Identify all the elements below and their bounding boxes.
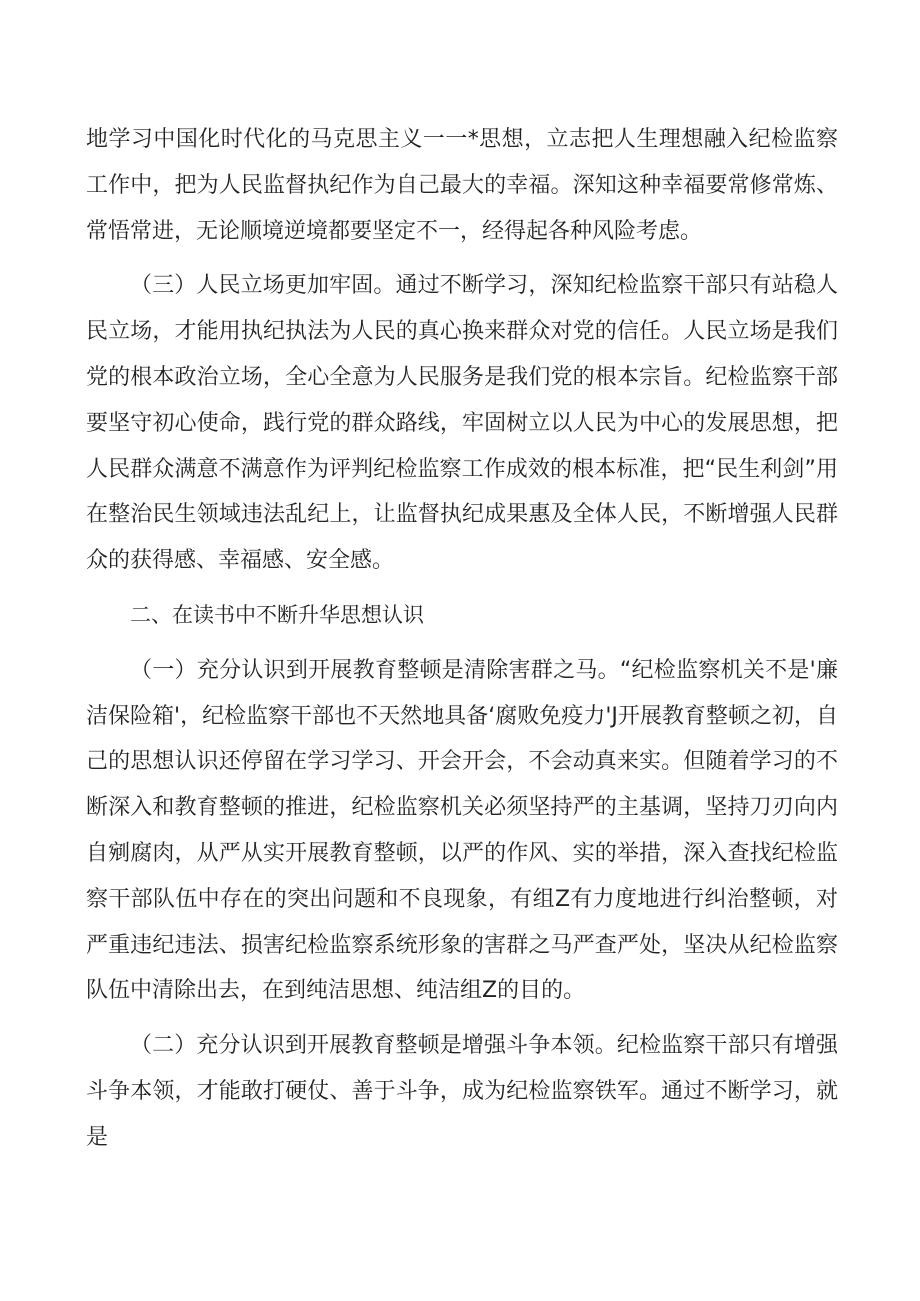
paragraph-continuation: 地学习中国化时代化的马克思主义一一*思想，立志把人生理想融入纪检监察工作中，把为人民监督执纪作为自己最大的幸福。深知这种幸福要常修常炼、常悟常进，无论顺境逆境都要坚定不一，经得起各种风险考虑。 bbox=[86, 127, 838, 244]
paragraph-struggle-skills: （二）充分认识到开展教育整顿是增强斗争本领。纪检监察干部只有增强斗争本领，才能敢打硬仗、善于斗争，成为纪检监察铁军。通过不断学习，就是 bbox=[86, 1033, 838, 1150]
paragraph-education-rectification: （一）充分认识到开展教育整顿是清除害群之马。“纪检监察机关不是'廉洁保险箱'，纪检监察干部也不天然地具备‘腐败免疫力'J开展教育整顿之初，自己的思想认识还停留在学习学习、开会开会，不会动真来实。但随着学习的不断深入和教育整顿的推进，纪检监察机关必须坚持严的主基调，坚持刀刃向内自剜腐肉，从严从实开展教育整顿，以严的作风、实的举措，深入查找纪检监察干部队伍中存在的突出问题和不良现象，有组Z有力度地进行纠治整顿，对严重违纪违法、损害纪检监察系统形象的害群之马严查严处，坚决从纪检监察队伍中清除出去，在到纯洁思想、纯洁组Z的目的。 bbox=[86, 657, 838, 1004]
section-heading: 二、在读书中不断升华思想认识 bbox=[130, 602, 424, 627]
document-body bbox=[86, 117, 838, 1161]
paragraph-people-stance: （三）人民立场更加牢固。通过不断学习，深知纪检监察干部只有站稳人民立场，才能用执纪执法为人民的真心换来群众对党的信任。人民立场是我们党的根本政治立场，全心全意为人民服务是我们党的根本宗旨。纪检监察干部要坚守初心使命，践行党的群众路线，牢固树立以人民为中心的发展思想，把人民群众满意不满意作为评判纪检监察工作成效的根本标准，把“民生利剑”用在整治民生领域违法乱纪上，让监督执纪成果惠及全体人民，不断增强人民群众的获得感、幸福感、安全感。 bbox=[86, 273, 838, 574]
